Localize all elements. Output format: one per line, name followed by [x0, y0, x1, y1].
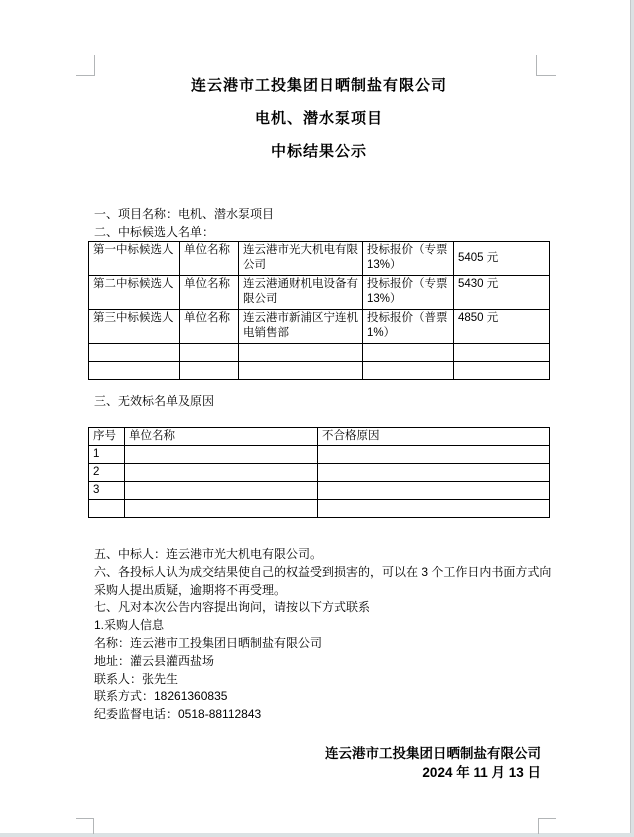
crop-mark-top-left — [76, 55, 95, 76]
seq-cell: 1 — [89, 446, 125, 464]
company-cell — [125, 464, 318, 482]
section-5-winner: 五、中标人：连云港市光大机电有限公司。 — [94, 547, 323, 561]
section-headings-1-2 — [94, 206, 558, 241]
candidates-table — [88, 241, 550, 380]
crop-mark-bottom-right — [538, 818, 556, 834]
table-row — [89, 344, 550, 362]
doc-title-type: 中标结果公示 — [270, 143, 367, 160]
signature-block — [94, 744, 541, 782]
company-name-cell: 连云港通财机电设备有限公司 — [239, 276, 363, 310]
title-block — [88, 78, 550, 177]
table-row — [89, 446, 550, 464]
signature-date: 2024 年 11 月 13 日 — [422, 765, 541, 780]
signature-company: 连云港市工投集团日晒制盐有限公司 — [325, 746, 541, 761]
section-6-objection: 六、各投标人认为成交结果使自己的权益受到损害的，可以在 3 个工作日内书面方式向采购人提出质疑，逾期将不再受理。 — [94, 564, 552, 597]
empty-cell — [363, 362, 454, 380]
empty-cell — [454, 344, 550, 362]
company-cell — [125, 446, 318, 464]
empty-cell — [454, 362, 550, 380]
company-name-cell: 连云港市新浦区宁连机电销售部 — [239, 310, 363, 344]
candidate-rank-cell: 第二中标候选人 — [89, 276, 180, 310]
reason-cell — [318, 500, 550, 518]
unit-label-cell: 单位名称 — [180, 242, 239, 276]
purchaser-supervision-phone: 纪委监督电话：0518-88112843 — [94, 707, 262, 722]
table-row — [89, 500, 550, 518]
seq-cell — [89, 500, 125, 518]
doc-title-project: 电机、潜水泵项目 — [254, 110, 383, 127]
seq-cell: 2 — [89, 464, 125, 482]
price-label-cell: 投标报价（专票13%） — [363, 276, 454, 310]
price-value-cell: 5430 元 — [454, 276, 550, 310]
section-2-candidates-heading: 二、中标候选人名单： — [94, 224, 215, 239]
purchaser-heading: 1.采购人信息 — [94, 618, 165, 633]
empty-cell — [239, 362, 363, 380]
candidate-rank-cell: 第三中标候选人 — [89, 310, 180, 344]
table-row — [89, 310, 550, 344]
price-value-cell: 4850 元 — [454, 310, 550, 344]
candidate-rank-cell: 第一中标候选人 — [89, 242, 180, 276]
table-row — [89, 242, 550, 276]
company-cell — [125, 482, 318, 500]
empty-cell — [180, 344, 239, 362]
empty-cell — [239, 344, 363, 362]
empty-cell — [89, 362, 180, 380]
section-1-project-name: 一、项目名称：电机、潜水泵项目 — [94, 207, 275, 221]
empty-cell — [363, 344, 454, 362]
body-paragraphs — [94, 546, 558, 724]
table-row — [89, 464, 550, 482]
crop-mark-bottom-left — [76, 818, 94, 834]
price-value-cell: 5405 元 — [454, 242, 550, 276]
table-row — [89, 276, 550, 310]
purchaser-address: 地址：灌云县灌西盐场 — [94, 653, 215, 668]
unit-label-cell: 单位名称 — [180, 310, 239, 344]
price-label-cell: 投标报价（专票13%） — [363, 242, 454, 276]
table-row — [89, 362, 550, 380]
empty-cell — [89, 344, 180, 362]
section-7-contact-intro: 七、凡对本次公告内容提出询问，请按以下方式联系 — [94, 600, 371, 615]
reason-cell — [318, 446, 550, 464]
table-header-row — [89, 428, 550, 446]
reason-header-cell: 不合格原因 — [318, 428, 550, 446]
crop-mark-top-right — [536, 55, 556, 76]
table-row — [89, 482, 550, 500]
invalid-bids-table — [88, 427, 550, 518]
reason-cell — [318, 482, 550, 500]
unit-label-cell: 单位名称 — [180, 276, 239, 310]
doc-title-company: 连云港市工投集团日晒制盐有限公司 — [190, 77, 447, 94]
seq-cell: 3 — [89, 482, 125, 500]
purchaser-name: 名称：连云港市工投集团日晒制盐有限公司 — [94, 635, 323, 650]
empty-cell — [180, 362, 239, 380]
purchaser-phone: 联系方式：18261360835 — [94, 689, 228, 704]
section-3-invalid-heading: 三、无效标名单及原因 — [94, 394, 215, 408]
reason-cell — [318, 464, 550, 482]
company-name-cell: 连云港市光大机电有限公司 — [239, 242, 363, 276]
seq-header-cell: 序号 — [89, 428, 125, 446]
purchaser-contact-person: 联系人：张先生 — [94, 671, 179, 686]
price-label-cell: 投标报价（普票1%） — [363, 310, 454, 344]
unit-header-cell: 单位名称 — [125, 428, 318, 446]
company-cell — [125, 500, 318, 518]
